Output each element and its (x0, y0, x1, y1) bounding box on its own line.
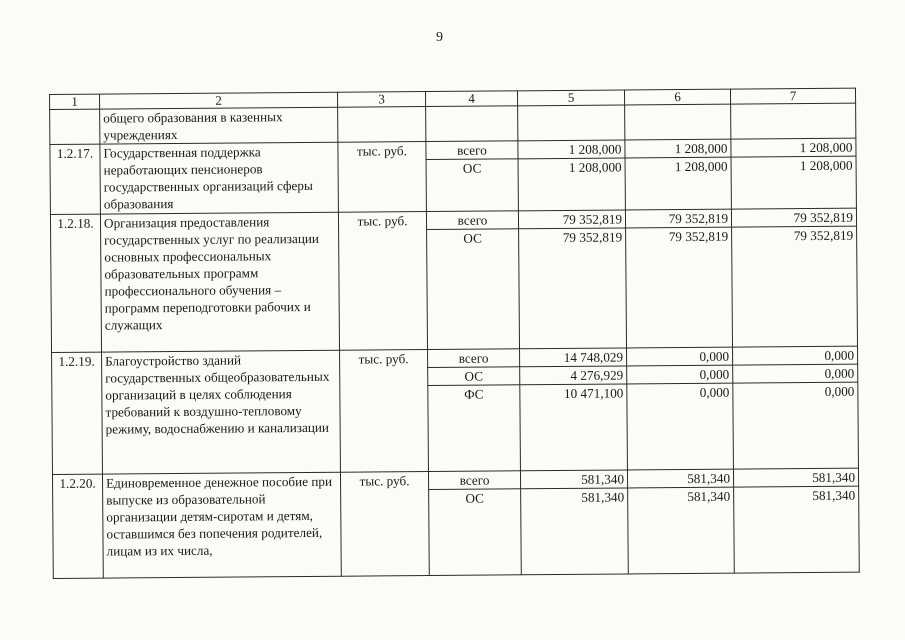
amount-cell: 0,000 (627, 383, 734, 470)
funding-source: всего (428, 471, 520, 490)
item-unit: тыс. руб. (338, 212, 427, 351)
amount-cell: 0,000 (733, 364, 858, 383)
amount-cell: 14 748,029 (520, 348, 627, 367)
amount-cell: 4 276,929 (520, 366, 627, 385)
page-number: 9 (436, 30, 443, 45)
amount-cell: 0,000 (627, 347, 733, 366)
item-name: Государственная поддержка неработающих пенсионеров государственных организаций сферы образования (100, 142, 339, 214)
amount-cell: 581,340 (733, 468, 858, 487)
unit-cell (338, 107, 426, 143)
amount-cell: 581,340 (628, 487, 735, 574)
item-name: Единовременное денежное пособие при выпуске из образовательной организации детям-сиротам и детям, оставшимся без попечения родителей, лицам из их числа, (102, 472, 341, 578)
amount-cell: 581,340 (520, 470, 627, 489)
funding-source: ОС (428, 367, 520, 386)
source-cell (426, 106, 518, 142)
header-cell: 6 (624, 89, 730, 105)
amount-cell: 79 352,819 (625, 209, 731, 228)
item-unit: тыс. руб. (340, 472, 429, 577)
amount-cell: 1 208,000 (625, 157, 731, 210)
funding-source: ОС (429, 489, 522, 576)
amount-cell: 0,000 (733, 346, 858, 365)
amount-cell: 581,340 (627, 469, 733, 488)
amount-cell: 0,000 (733, 382, 859, 469)
amount-cell: 1 208,000 (731, 138, 856, 157)
funding-source: всего (426, 141, 518, 160)
budget-table (49, 88, 860, 579)
amount-cell: 79 352,819 (731, 208, 856, 227)
item-code: 1.2.18. (50, 214, 101, 352)
value-cell (518, 105, 625, 141)
item-name: Организация предоставления государственных услуг по реализации основных профессиональных образовательных программ профессионального обучения – программ переподготовки рабочих и служащих (100, 212, 339, 352)
funding-source: всего (426, 211, 518, 230)
value-cell (625, 104, 731, 140)
header-cell: 7 (730, 88, 855, 104)
header-cell: 3 (337, 92, 425, 108)
amount-cell: 1 208,000 (518, 140, 625, 159)
amount-cell: 1 208,000 (625, 139, 731, 158)
header-cell: 2 (100, 92, 338, 109)
header-cell: 1 (50, 94, 100, 109)
header-cell: 5 (517, 90, 624, 106)
amount-cell: 79 352,819 (518, 210, 625, 229)
funding-source: ОС (426, 159, 518, 212)
amount-cell: 1 208,000 (518, 158, 625, 211)
value-cell (731, 103, 856, 139)
amount-cell: 581,340 (734, 486, 860, 573)
amount-cell: 0,000 (627, 365, 733, 384)
item-code: 1.2.17. (50, 144, 101, 214)
amount-cell: 581,340 (521, 488, 629, 575)
item-name: Благоустройство зданий государственных общеобразовательных организаций в целях соблюдения требований к воздушно-тепловому режиму, водоснабжению и канализации (102, 350, 341, 474)
name-cell: общего образования в казенных учреждениях (100, 107, 338, 144)
amount-cell: 10 471,100 (520, 384, 628, 471)
code-cell (50, 109, 100, 144)
amount-cell: 79 352,819 (519, 228, 627, 349)
item-code: 1.2.20. (52, 474, 103, 578)
item-unit: тыс. руб. (338, 142, 427, 213)
amount-cell: 79 352,819 (626, 227, 733, 348)
amount-cell: 1 208,000 (731, 156, 856, 209)
item-unit: тыс. руб. (340, 350, 429, 473)
funding-source: ОС (427, 229, 520, 350)
item-code: 1.2.19. (52, 352, 103, 474)
funding-source: ФС (428, 385, 521, 472)
amount-cell: 79 352,819 (732, 226, 858, 347)
funding-source: всего (428, 349, 520, 368)
header-cell: 4 (425, 91, 517, 107)
